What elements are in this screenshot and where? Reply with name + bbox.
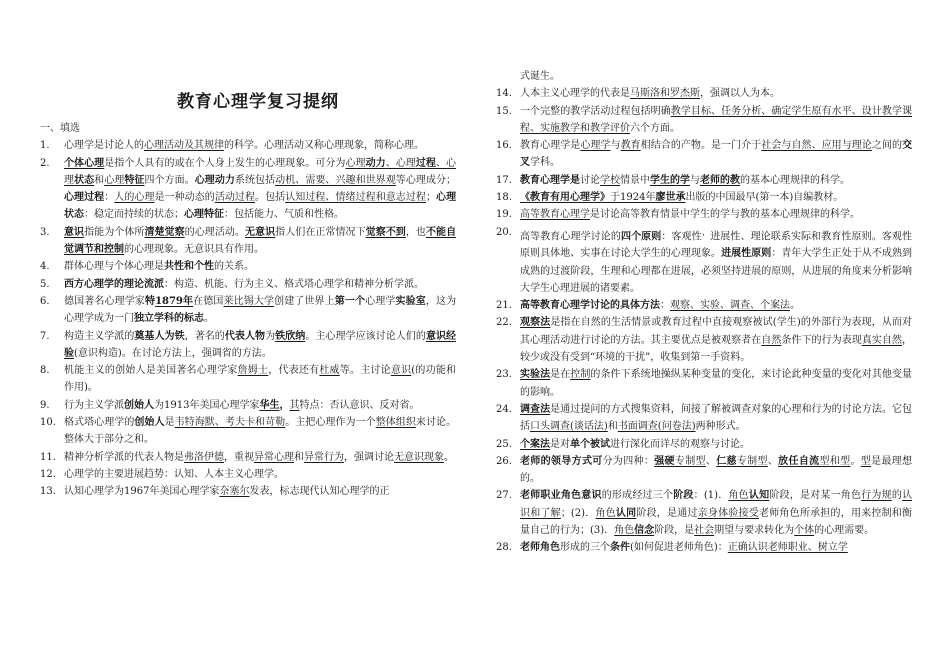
item-text: 机能主义的创始人是美国著名心理学家詹姆士，代表还有杜威等。主讨论意识(的功能和作用)。 xyxy=(64,365,457,394)
item-number: 27. xyxy=(496,490,512,502)
list-item xyxy=(40,362,456,397)
list-item xyxy=(496,314,912,366)
left-item-list xyxy=(40,137,456,500)
item-text: 行为主义学派创始人为1913年美国心理学家华生，其特点：否认意识、反对省。 xyxy=(64,399,420,411)
item-text: 个案法是对单个被试进行深化而详尽的观察与讨论。 xyxy=(520,438,750,450)
item-number: 28. xyxy=(496,542,512,554)
continuation-line: 式诞生。 xyxy=(520,71,560,82)
list-item xyxy=(496,137,912,172)
left-column xyxy=(40,0,456,501)
list-item xyxy=(40,466,456,483)
list-item xyxy=(496,401,912,436)
item-number: 21. xyxy=(496,300,512,312)
list-item xyxy=(40,414,456,449)
item-number: 23. xyxy=(496,369,512,381)
list-item xyxy=(496,85,912,102)
list-item xyxy=(40,155,456,224)
item-number: 11. xyxy=(40,451,56,463)
item-text: 构造主义学派的奠基人为铁，著名的代表人物为铁欣纳。主心理学应该讨论人们的意识经验(意识构造)。在讨论方法上，强调省的方法。 xyxy=(64,330,457,359)
item-number: 8. xyxy=(40,365,50,377)
item-text: 教育心理学是心理学与教育相结合的产物。是一门介于社会与自然、应用与理论之间的交叉学科。 xyxy=(520,140,913,169)
item-text: 精神分析学派的代表人物是弗洛伊德，重视异常心理和异常行为，强调讨论无意识现象。 xyxy=(64,451,454,463)
list-item xyxy=(496,189,912,206)
list-item xyxy=(40,397,456,414)
item-number: 15. xyxy=(496,105,512,117)
item-number: 12. xyxy=(40,468,56,480)
item-number: 25. xyxy=(496,438,512,450)
list-item xyxy=(496,453,912,488)
item-text: 老师的领导方式可分为四种：强硬专制型、仁慈专制型、放任自流型和型。型是最理想的。 xyxy=(520,455,913,485)
item-number: 9. xyxy=(40,399,50,411)
item-text: 格式塔心理学的创始人是韦特海默、考夫卡和苛勒。主把心理作为一个整体组织来讨论。整体大于部分之和。 xyxy=(64,417,457,446)
list-item xyxy=(496,103,912,138)
list-item xyxy=(496,487,912,539)
item-text: 实验法是在控制的条件下系统地操纵某种变量的变化，来讨论此种变量的变化对其他变量的影响。 xyxy=(520,369,913,398)
item-number: 4. xyxy=(40,261,50,273)
item-text: 一个完整的教学活动过程包括明确教学目标、任务分析、确定学生原有水平、设计教学课程、实施教学和教学评价六个方面。 xyxy=(520,105,913,134)
list-item xyxy=(496,436,912,453)
item-number: 2. xyxy=(40,157,50,169)
list-item xyxy=(40,293,456,328)
list-item xyxy=(40,328,456,363)
list-item xyxy=(496,224,912,298)
right-item-list xyxy=(496,85,912,556)
item-text: 心理学是讨论人的心理活动及其规律的科学。心理活动又称心理现象，简称心理。 xyxy=(64,140,424,152)
item-text: 群体心理与个体心理是共性和个性的关系。 xyxy=(64,261,254,273)
item-text: 意识指能为个体所清楚觉察的心理活动。无意识指人们在正常情况下觉察不到，也不能自觉调节和控制的心理现象。无意识具有作用。 xyxy=(64,226,457,256)
list-item xyxy=(40,449,456,466)
item-number: 22. xyxy=(496,317,512,329)
item-text: 老师角色形成的三个条件(如何促进老师角色)：正确认识老师职业、树立学 xyxy=(520,542,848,554)
item-number: 13. xyxy=(40,486,56,498)
item-text: 观察法是指在自然的生活情景或教育过程中直接观察被试(学生)的外部行为表现，从而对其心理活动进行讨论的方法。其主要优点是被观察者在自然条件下的行为表现真实自然，较少或没有受到“环境的干扰”，收集到第一手资料。 xyxy=(520,317,913,364)
item-number: 7. xyxy=(40,330,50,342)
item-number: 17. xyxy=(496,174,512,186)
item-number: 5. xyxy=(40,278,50,290)
item-number: 20. xyxy=(496,226,512,238)
list-item xyxy=(496,297,912,314)
item-number: 19. xyxy=(496,209,512,221)
section-heading: 一、填选 xyxy=(40,123,80,134)
item-number: 6. xyxy=(40,295,50,307)
item-text: 《教育有用心理学》于1924年廖世承出版的中国最早(第一本)自编教材。 xyxy=(520,192,844,204)
item-number: 24. xyxy=(496,403,512,415)
item-text: 认知心理学为1967年美国心理学家奈塞尔发表，标志现代认知心理学的正 xyxy=(64,486,390,498)
item-text: 高等教育心理学讨论的四个原则：客观性、进展性、理论联系实际和教育性原则。客观性原则具体地、实事在讨论大学生的心理现象。进展性原则：青年大学生正处于从不成熟到成熟的过渡阶段，生理和心理都在进展，必须坚持进展的原则，从进展的角度来分析影响大学生心理进展的诸要素。 xyxy=(520,226,913,294)
list-item xyxy=(496,206,912,223)
list-item xyxy=(40,258,456,275)
item-text: 高等教育心理学讨论的具体方法：观察、实验、调查、个案法。 xyxy=(520,300,800,312)
list-item xyxy=(40,483,456,500)
list-item xyxy=(496,366,912,401)
list-item xyxy=(496,172,912,189)
item-text: 人本主义心理学的代表是马斯洛和罗杰斯，强调以人为本。 xyxy=(520,88,780,100)
item-text: 教育心理学是讨论学校情景中学生的学与老师的教的基本心理规律的科学。 xyxy=(520,174,850,186)
document-title: 教育心理学复习提纲 xyxy=(177,92,339,112)
item-text: 高等教育心理学是讨论高等教育情景中学生的学与教的基本心理规律的科学。 xyxy=(520,209,860,221)
item-text: 老师职业角色意识的形成经过三个阶段：(1)．角色认知阶段，是对某一角色行为规的认识和了解；(2)．角色认同阶段，是通过亲身体验接受老师角色所承担的，用来控制和衡量自己的行为；(3)．角色信念阶段，是社会期望与要求转化为个体的心理需要。 xyxy=(520,490,913,537)
item-text: 德国著名心理学家特1879年在德国莱比锡大学创建了世界上第一个心理学实验室，这为心理学成为一门独立学科的标志。 xyxy=(64,295,457,325)
item-number: 14. xyxy=(496,88,512,100)
list-item xyxy=(40,224,456,259)
item-text: 心理学的主要进展趋势：认知、人本主义心理学。 xyxy=(64,468,284,480)
item-text: 个体心理是指个人具有的或在个人身上发生的心理现象。可分为心理动力、心理过程、心理状态和心理特征四个方面。心理动力系统包括动机、需要、兴趣和世界观等心理成分；心理过程：人的心理是一种动态的活动过程。包括认知过程、情绪过程和意志过程；心理状态：稳定而持续的状态；心理特征：包括能力、气质和性格。 xyxy=(64,157,457,221)
item-number: 10. xyxy=(40,417,56,429)
item-number: 3. xyxy=(40,226,50,238)
item-text: 调查法是通过提问的方式搜集资料，间接了解被调查对象的心理和行为的讨论方法。它包括口头调查(谈话法)和书面调查(问卷法)两种形式。 xyxy=(520,403,913,433)
list-item xyxy=(40,137,456,154)
item-number: 16. xyxy=(496,140,512,152)
item-number: 1. xyxy=(40,140,50,152)
right-column xyxy=(496,0,912,557)
list-item xyxy=(40,276,456,293)
item-text: 西方心理学的理论流派：构造、机能、行为主义、格式塔心理学和精神分析学派。 xyxy=(64,278,424,290)
item-number: 18. xyxy=(496,192,512,204)
list-item xyxy=(496,539,912,556)
item-number: 26. xyxy=(496,455,512,467)
